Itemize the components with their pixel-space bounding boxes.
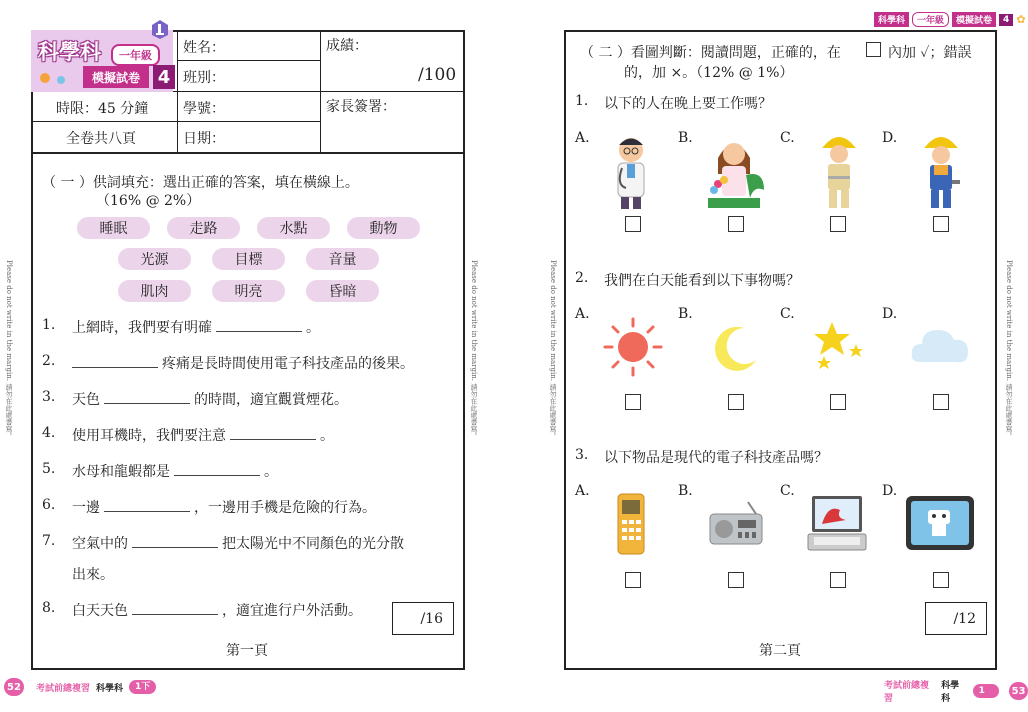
answer-checkbox[interactable] — [625, 572, 641, 588]
header-divider — [31, 152, 464, 154]
section2-score-box: /12 — [925, 602, 987, 635]
page-label-left: 第一頁 — [226, 643, 268, 659]
footer-left — [4, 678, 156, 696]
answer-checkbox[interactable] — [933, 394, 949, 410]
header-divider — [31, 121, 321, 122]
name-label: 姓名： — [183, 40, 225, 56]
tag-mock: 模擬試卷 — [952, 12, 996, 27]
tag-grade: 一年級 — [912, 12, 949, 27]
option-c: C. — [780, 306, 795, 322]
question-number: 6. — [42, 497, 56, 513]
margin-note: Please do not write in the margin. 請勿在此處書寫。 — [5, 260, 13, 440]
question-number: 5. — [42, 461, 56, 477]
page-number: 52 — [4, 678, 24, 696]
answer-blank[interactable] — [72, 354, 158, 368]
total-pages: 全卷共八頁 — [66, 131, 136, 147]
answer-blank[interactable] — [216, 318, 302, 332]
doctor-icon — [606, 130, 656, 212]
tag-number: 4 — [999, 14, 1013, 26]
series-label: 考試前總複習 — [36, 683, 91, 694]
badge-mock-label: 模擬試卷 — [83, 66, 149, 88]
microscope-icon — [150, 18, 170, 40]
question-text: 以下物品是現代的電子科技產品嗎？ — [604, 450, 828, 466]
student-number-label: 學號： — [183, 101, 225, 117]
word-option: 走路 — [167, 217, 240, 239]
section1-marks: （16% @ 2%） — [96, 193, 201, 209]
question-number: 8. — [42, 600, 56, 616]
section2-instruction-b: 內加 ✓；錯誤 — [888, 45, 972, 61]
answer-checkbox[interactable] — [933, 216, 949, 232]
header-divider — [177, 60, 321, 61]
word-option: 水點 — [257, 217, 330, 239]
term-label: 1下 — [973, 684, 999, 698]
subject-label: 科學科 — [96, 683, 124, 694]
question-number: 1. — [42, 317, 56, 333]
question-7-continued: 出來。 — [72, 567, 114, 583]
tag-subject: 科學科 — [874, 12, 909, 27]
badge-paper-number: 4 — [153, 65, 175, 89]
answer-checkbox[interactable] — [830, 572, 846, 588]
option-a: A. — [575, 306, 590, 322]
badge-subject: 科學科 — [38, 40, 101, 64]
margin-note: Please do not write in the margin. 請勿在此處書寫。 — [470, 260, 478, 440]
page-label-right: 第二頁 — [759, 643, 801, 659]
word-option: 睡眠 — [77, 217, 150, 239]
question-1: 上網時，我們要有明確 。 — [72, 320, 320, 336]
question-2: 疼痛是長時間使用電子科技產品的後果。 — [68, 353, 414, 373]
question-number: 2. — [575, 270, 589, 286]
worker-icon — [918, 128, 964, 212]
answer-blank[interactable] — [132, 601, 218, 615]
subject-label: 科學科 — [941, 681, 960, 704]
question-number: 7. — [42, 533, 56, 549]
section2-marks: 的，加 ×。（12% @ 1%） — [624, 65, 794, 81]
stars-icon — [812, 320, 866, 372]
answer-blank[interactable] — [174, 462, 260, 476]
time-limit: 時限：45 分鐘 — [56, 101, 149, 117]
option-d: D. — [882, 306, 898, 322]
word-option: 音量 — [306, 248, 379, 270]
option-b: B. — [678, 130, 693, 146]
option-b: B. — [678, 306, 693, 322]
star-icon: ✿ — [1016, 13, 1026, 26]
question-number: 4. — [42, 425, 56, 441]
top-right-tag — [874, 12, 1026, 27]
question-text: 我們在白天能看到以下事物嗎？ — [604, 273, 800, 289]
word-option: 昏暗 — [306, 280, 379, 302]
option-a: A. — [575, 483, 590, 499]
answer-checkbox[interactable] — [933, 572, 949, 588]
class-label: 班別： — [183, 70, 225, 86]
old-mobile-phone-icon — [614, 492, 648, 556]
question-number: 3. — [575, 447, 589, 463]
moon-icon — [710, 324, 760, 374]
parent-signature-label: 家長簽署： — [326, 99, 396, 115]
answer-blank[interactable] — [230, 426, 316, 440]
question-number: 2. — [42, 353, 56, 369]
word-option: 明亮 — [212, 280, 285, 302]
question-6: 一邊 ，一邊用手機是危險的行為。 — [72, 500, 376, 516]
word-option: 動物 — [347, 217, 420, 239]
total-marks: /100 — [418, 65, 457, 85]
section1-score-box: /16 — [392, 602, 454, 635]
question-number: 1. — [575, 93, 589, 109]
answer-checkbox[interactable] — [625, 394, 641, 410]
tablet-icon — [904, 494, 976, 552]
cloud-icon — [908, 322, 972, 370]
question-5: 水母和龍蝦都是 。 — [72, 464, 278, 480]
page-number: 53 — [1009, 682, 1028, 700]
answer-checkbox[interactable] — [728, 572, 744, 588]
answer-checkbox[interactable] — [728, 216, 744, 232]
question-text: 以下的人在晚上要工作嗎？ — [604, 96, 772, 112]
margin-note: Please do not write in the margin. 請勿在此處書寫。 — [1005, 260, 1013, 440]
score-label: 成績： — [326, 38, 368, 54]
answer-checkbox[interactable] — [625, 216, 641, 232]
answer-checkbox[interactable] — [830, 216, 846, 232]
question-number: 3. — [42, 389, 56, 405]
laptop-icon — [806, 494, 868, 554]
series-label: 考試前總複習 — [884, 681, 930, 704]
badge-grade: 一年級 — [111, 44, 160, 66]
answer-blank[interactable] — [132, 534, 218, 548]
footer-right — [884, 678, 1028, 710]
answer-blank[interactable] — [104, 390, 190, 404]
term-label: 1下 — [129, 680, 156, 694]
option-d: D. — [882, 483, 898, 499]
word-option: 光源 — [118, 248, 191, 270]
florist-icon — [704, 130, 768, 212]
firefighter-icon — [816, 128, 862, 212]
section2-instruction: （ 二 ）看圖判斷：閱讀問題，正確的，在 — [580, 45, 841, 61]
question-4: 使用耳機時，我們要注意 。 — [72, 428, 334, 444]
question-7: 空氣中的 把太陽光中不同顏色的光分散 — [72, 536, 404, 552]
answer-checkbox[interactable] — [728, 394, 744, 410]
section1-instruction: （ 一 ）供詞填充：選出正確的答案，填在橫線上。 — [42, 175, 359, 191]
option-d: D. — [882, 130, 898, 146]
option-a: A. — [575, 130, 590, 146]
option-c: C. — [780, 130, 795, 146]
sample-checkbox — [866, 42, 881, 57]
question-3: 天色 的時間，適宜觀賞煙花。 — [72, 392, 348, 408]
question-8: 白天天色 ，適宜進行户外活動。 — [72, 603, 362, 619]
badge-decoration-icon — [35, 68, 75, 88]
margin-note: Please do not write in the margin. 請勿在此處書寫。 — [549, 260, 557, 440]
answer-checkbox[interactable] — [830, 394, 846, 410]
date-label: 日期： — [183, 131, 225, 147]
radio-icon — [708, 500, 764, 546]
option-c: C. — [780, 483, 795, 499]
option-b: B. — [678, 483, 693, 499]
word-option: 目標 — [212, 248, 285, 270]
sun-icon — [602, 316, 664, 378]
answer-blank[interactable] — [104, 498, 190, 512]
word-option: 肌肉 — [118, 280, 191, 302]
